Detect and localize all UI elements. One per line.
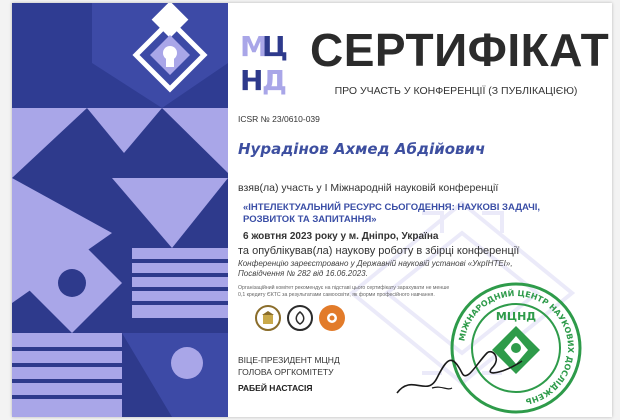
- conference-title-line1: «ІНТЕЛЕКТУАЛЬНИЙ РЕСУРС СЬОГОДЕННЯ: НАУКОВІ ЗАДАЧІ,: [243, 202, 541, 213]
- registration-info: [238, 259, 568, 279]
- certificate-sheet: [12, 3, 612, 417]
- committee-note-line2: 0,1 кредиту ЄКТС за результатами самоосвіти, як форми професійного навчання.: [238, 292, 435, 298]
- decorative-panel: [12, 3, 228, 417]
- committee-note-line1: Організаційний комітет рекомендує на підставі цього сертифікату зарахувати не менше: [238, 285, 450, 291]
- conference-title-line2: РОЗВИТОК ТА ЗАПИТАННЯ»: [243, 214, 377, 225]
- signatory-role-vice-president: ВІЦЕ-ПРЕЗИДЕНТ МЦНД: [238, 355, 340, 365]
- recipient-name: Нурадінов Ахмед Абдійович: [238, 140, 486, 158]
- stamp-top-text: МЦНД: [495, 310, 537, 323]
- conference-title: [243, 202, 573, 226]
- svg-text:Д: Д: [262, 64, 287, 97]
- leaf-emblem-icon: [287, 305, 313, 331]
- stamp-ring-text: МІЖНАРОДНИЙ ЦЕНТР НАУКОВИХ ДОСЛІДЖЕНЬ: [457, 288, 576, 407]
- participation-text: взяв(ла) участь у I Міжнародній науковій конференції: [238, 182, 499, 194]
- certificate-title: СЕРТИФІКАТ: [310, 24, 610, 76]
- orcid-style-icon: [319, 305, 345, 331]
- partner-logos: [255, 305, 345, 331]
- publication-text: та опублікував(ла) наукову роботу в збірці конференції: [238, 245, 520, 257]
- committee-note: [238, 285, 478, 299]
- svg-text:Ц: Ц: [262, 30, 288, 63]
- icsr-number: ICSR № 23/0610-039: [238, 114, 320, 124]
- conference-date-place: 6 жовтня 2023 року у м. Дніпро, Україна: [243, 231, 439, 242]
- certificate-subtitle: ПРО УЧАСТЬ У КОНФЕРЕНЦІЇ (З ПУБЛІКАЦІЄЮ): [334, 85, 578, 97]
- institute-emblem-icon: [255, 305, 281, 331]
- registration-line1: Конференцію зареєстровано у Державній науковій установі «УкрІНТЕІ»,: [238, 259, 513, 268]
- signatory-role-chair: ГОЛОВА ОРГКОМІТЕТУ: [238, 367, 334, 377]
- svg-text:Н: Н: [240, 64, 264, 97]
- mcnd-logo: [240, 28, 290, 98]
- handwritten-signature: [392, 333, 532, 403]
- registration-line2: Посвідчення № 282 від 16.06.2023.: [238, 269, 368, 278]
- signatory-name: РАБЕЙ НАСТАСІЯ: [238, 383, 313, 393]
- svg-text:М: М: [240, 30, 268, 63]
